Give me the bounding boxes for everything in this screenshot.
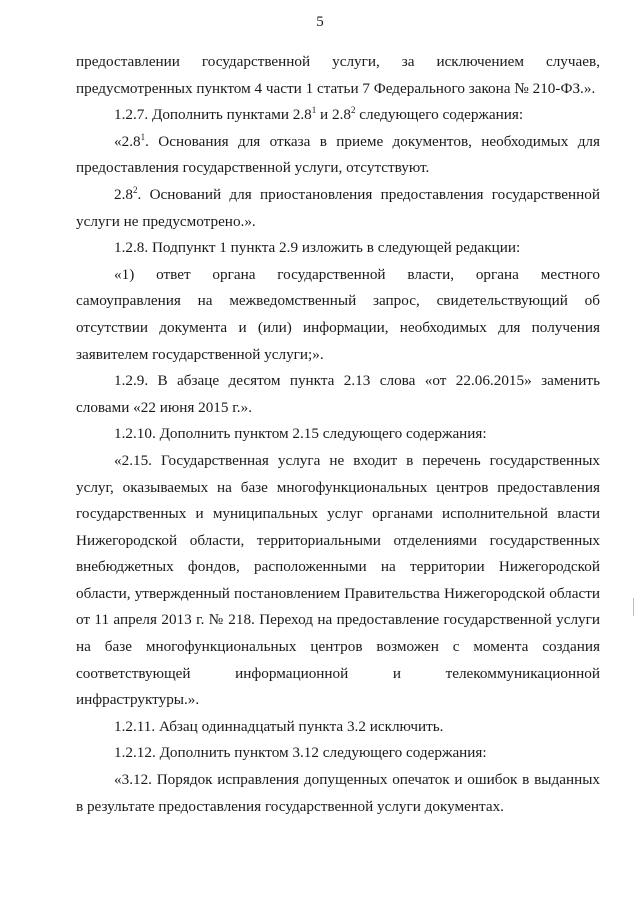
paragraph-text: предоставлении государственной услуги, за исключением случаев, предусмотренных пунктом 4 части 1 статьи 7 Федерального закона № 210-ФЗ.».	[76, 53, 600, 97]
paragraph-text: «2.8	[114, 132, 141, 150]
paragraph-p-1-2-9	[76, 368, 600, 421]
paragraph-text: «1) ответ органа государственной власти, органа местного самоуправления на межведомственный запрос, свидетельствующий об отсутствии документа и (или) информации, необходимых для получения заявителем государственной услуги;».	[76, 265, 600, 363]
paragraph-text: «3.12. Порядок исправления допущенных опечаток и ошибок в выданных в результате предоставления государственной услуги документах.	[76, 771, 600, 815]
superscript-index: 2	[132, 184, 138, 195]
paragraph-text: 1.2.11. Абзац одиннадцатый пункта 3.2 исключить.	[114, 717, 444, 735]
paragraph-text: 1.2.10. Дополнить пунктом 2.15 следующего содержания:	[114, 425, 487, 443]
paragraph-text: «2.15. Государственная услуга не входит в перечень государственных услуг, оказываемых на базе многофункциональных центров предоставления государственных и муниципальных услуг органами исполнительной власти Нижегородской области, территориальными отделениями государственных внебюджетных фондов, расположенными на территории Нижегородской области, утвержденный постановлением Правительства Нижегородской области от 11 апреля 2013 г. № 218. Переход на предоставление государственной услуги на базе многофункциональных центров возможен с момента создания соответствующей информационной и телекоммуникационной инфраструктуры.».	[76, 451, 600, 709]
superscript-index: 1	[140, 131, 146, 142]
scan-artifact	[633, 598, 634, 616]
paragraph-p-2-8-1	[76, 129, 600, 182]
paragraph-text: 1.2.8. Подпункт 1 пункта 2.9 изложить в следующей редакции:	[114, 239, 521, 257]
paragraph-text: следующего содержания:	[355, 106, 524, 124]
paragraph-p-2-15	[76, 448, 600, 714]
paragraph-text: 2.8	[114, 185, 133, 203]
paragraph-p-sub-1	[76, 262, 600, 368]
paragraph-continuation	[76, 49, 600, 102]
paragraph-p-1-2-11	[76, 714, 600, 741]
paragraph-p-1-2-10	[76, 421, 600, 448]
paragraph-p-2-8-2	[76, 182, 600, 235]
document-body	[76, 49, 600, 820]
paragraph-text: . Оснований для приостановления предоставления государственной услуги не предусмотрено.».	[76, 185, 600, 230]
superscript-index: 1	[311, 105, 317, 116]
paragraph-p-1-2-12	[76, 740, 600, 767]
paragraph-text: 1.2.7. Дополнить пунктами 2.8	[114, 106, 312, 124]
page-number: 5	[316, 14, 324, 30]
paragraph-text: и 2.8	[316, 106, 351, 124]
paragraph-text: . Основания для отказа в приеме документов, необходимых для предоставления государственной услуги, отсутствуют.	[76, 132, 600, 177]
paragraph-text: 1.2.9. В абзаце десятом пункта 2.13 слова «от 22.06.2015» заменить словами «22 июня 2015 г.».	[76, 372, 600, 416]
paragraph-p-3-12	[76, 767, 600, 820]
paragraph-p-1-2-8	[76, 235, 600, 262]
paragraph-text: 1.2.12. Дополнить пунктом 3.12 следующего содержания:	[114, 744, 487, 762]
paragraph-p-1-2-7	[76, 102, 600, 129]
superscript-index: 2	[350, 105, 356, 116]
